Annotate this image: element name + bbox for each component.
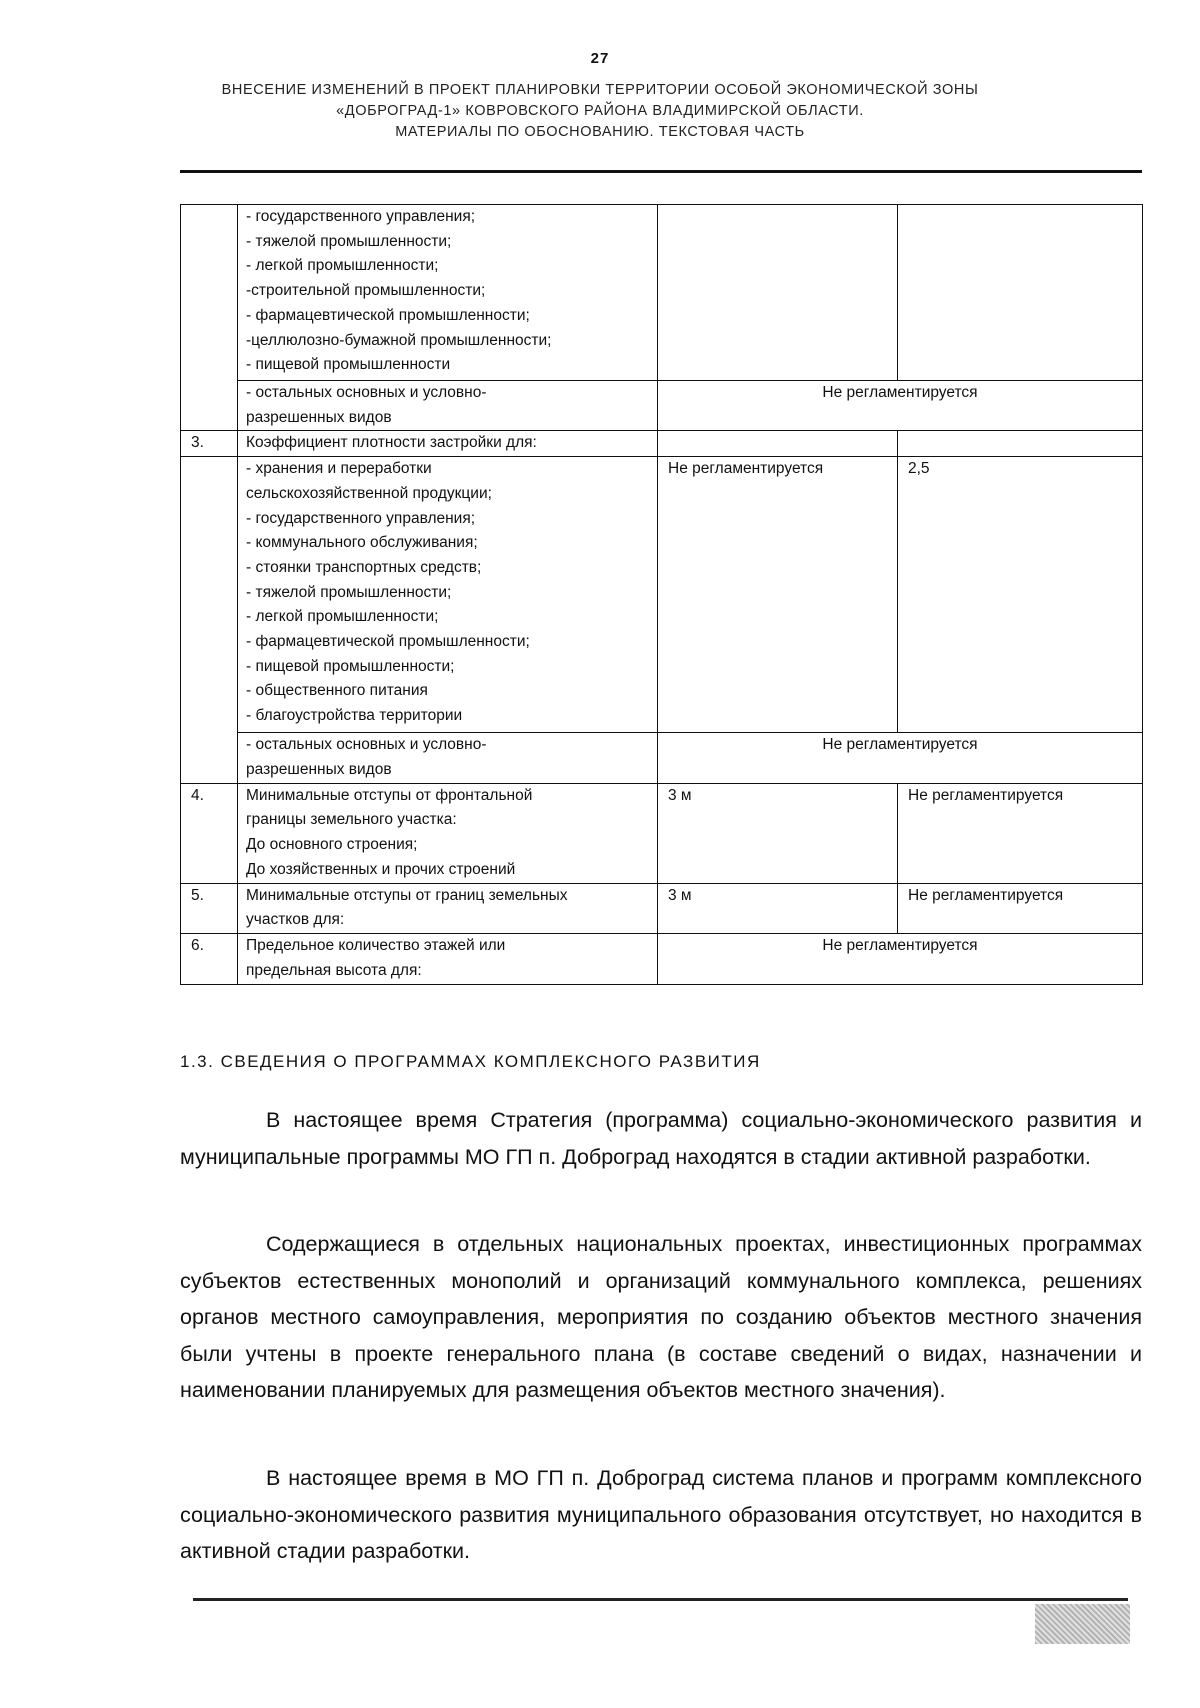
row-number bbox=[181, 457, 238, 783]
table-row bbox=[181, 457, 1143, 733]
row-number bbox=[181, 205, 238, 431]
row-value-col4 bbox=[898, 205, 1143, 381]
scan-stamp-image bbox=[1035, 1604, 1130, 1644]
row-value-col4: 2,5 bbox=[898, 457, 1143, 733]
row-value-col3: 3 м bbox=[658, 783, 898, 883]
row-number: 3. bbox=[181, 431, 238, 457]
row-value-merged: Не регламентируется bbox=[658, 733, 1143, 783]
row-value-col3: Не регламентируется bbox=[658, 457, 898, 733]
header-line-1: ВНЕСЕНИЕ ИЗМЕНЕНИЙ В ПРОЕКТ ПЛАНИРОВКИ ТЕРРИТОРИИ ОСОБОЙ ЭКОНОМИЧЕСКОЙ ЗОНЫ bbox=[221, 82, 979, 98]
table-row bbox=[181, 933, 1143, 984]
paragraph-1 bbox=[180, 1102, 1142, 1175]
row-value-merged: Не регламентируется bbox=[658, 381, 1143, 431]
table-row bbox=[181, 431, 1143, 457]
row-value-col3: 3 м bbox=[658, 883, 898, 933]
row-label: Коэффициент плотности застройки для: bbox=[238, 431, 658, 457]
table-row bbox=[181, 205, 1143, 381]
paragraph-3 bbox=[180, 1460, 1142, 1570]
row-label: - хранения и переработки сельскохозяйственной продукции; - государственного управления; - коммунального обслуживания; - стоянки транспортных средств; - тяжелой промышленности; - легкой промышленности; - фармацевтической промышленности; - пищевой промышленности; - общественного питания - благоустройства территории bbox=[238, 457, 658, 733]
section-heading: 1.3. СВЕДЕНИЯ О ПРОГРАММАХ КОМПЛЕКСНОГО РАЗВИТИЯ bbox=[180, 1052, 761, 1071]
header-line-3: МАТЕРИАЛЫ ПО ОБОСНОВАНИЮ. ТЕКСТОВАЯ ЧАСТЬ bbox=[395, 124, 805, 140]
row-label: Предельное количество этажей или предельная высота для: bbox=[238, 933, 658, 984]
footer-divider bbox=[193, 1598, 1128, 1601]
row-value-col3 bbox=[658, 205, 898, 381]
table-row bbox=[181, 883, 1143, 933]
row-number: 5. bbox=[181, 883, 238, 933]
paragraph-2 bbox=[180, 1226, 1142, 1409]
row-label: - государственного управления; - тяжелой промышленности; - легкой промышленности; -строительной промышленности; - фармацевтической промышленности; -целлюлозно-бумажной промышленности; - пищевой промышленности bbox=[238, 205, 658, 381]
paragraph-text: В настоящее время Стратегия (программа) социально-экономического развития и муниципальные программы МО ГП п. Доброград находятся в стадии активной разработки. bbox=[180, 1108, 1142, 1169]
header-line-2: «ДОБРОГРАД-1» КОВРОВСКОГО РАЙОНА ВЛАДИМИРСКОЙ ОБЛАСТИ. bbox=[336, 103, 864, 119]
row-value-col4 bbox=[898, 431, 1143, 457]
row-value-col4: Не регламентируется bbox=[898, 883, 1143, 933]
parameters-table bbox=[180, 204, 1143, 985]
document-header bbox=[0, 80, 1200, 143]
row-number: 6. bbox=[181, 933, 238, 984]
row-number: 4. bbox=[181, 783, 238, 883]
row-label: - остальных основных и условно- разрешенных видов bbox=[238, 381, 658, 431]
table-row bbox=[181, 381, 1143, 431]
header-divider bbox=[180, 170, 1142, 173]
row-label: Минимальные отступы от границ земельных участков для: bbox=[238, 883, 658, 933]
row-value-col4: Не регламентируется bbox=[898, 783, 1143, 883]
table-row bbox=[181, 783, 1143, 883]
page-number: 27 bbox=[590, 50, 610, 67]
row-value-merged: Не регламентируется bbox=[658, 933, 1143, 984]
paragraph-text: Содержащиеся в отдельных национальных проектах, инвестиционных программах субъектов естественных монополий и организаций коммунального комплекса, решениях органов местного самоуправления, мероприятия по созданию объектов местного значения были учтены в проекте генерального плана (в составе сведений о видах, назначении и наименовании планируемых для размещения объектов местного значения). bbox=[180, 1232, 1142, 1402]
row-value-col3 bbox=[658, 431, 898, 457]
table-row bbox=[181, 733, 1143, 783]
paragraph-text: В настоящее время в МО ГП п. Доброград система планов и программ комплексного социально-экономического развития муниципального образования отсутствует, но находится в активной стадии разработки. bbox=[180, 1466, 1142, 1563]
row-label: Минимальные отступы от фронтальной границы земельного участка: До основного строения; До хозяйственных и прочих строений bbox=[238, 783, 658, 883]
row-label: - остальных основных и условно- разрешенных видов bbox=[238, 733, 658, 783]
